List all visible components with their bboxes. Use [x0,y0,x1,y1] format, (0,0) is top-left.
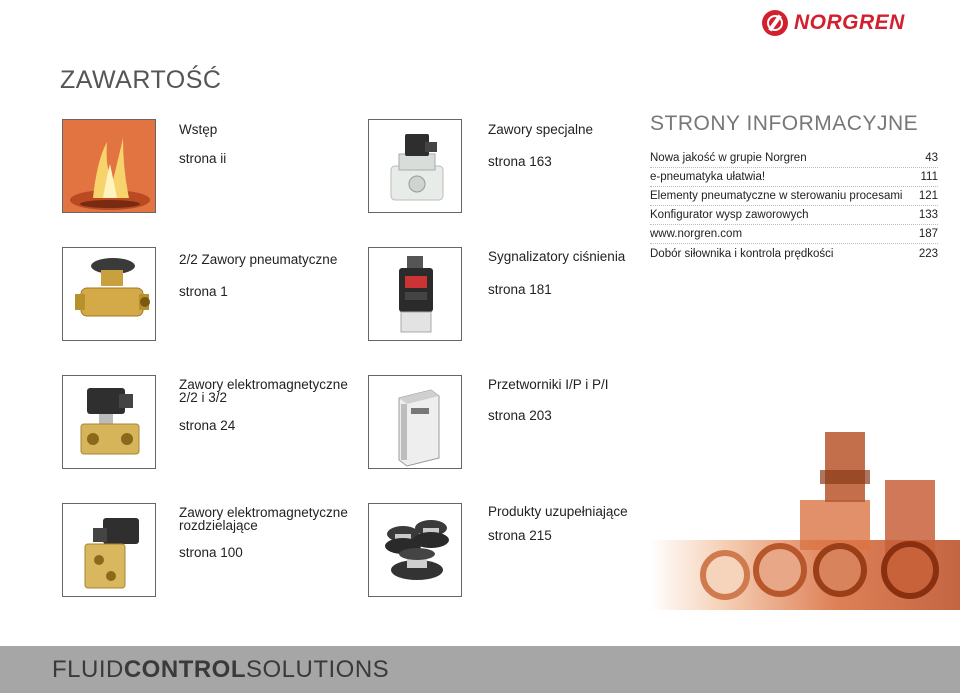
item-page[interactable]: strona 203 [488,408,552,423]
intro-image [62,119,156,213]
transducer-image [368,375,462,469]
info-row[interactable] [650,148,938,168]
info-row-label: Elementy pneumatyczne w sterowaniu procesami [650,189,903,202]
brand-name: NORGREN [794,11,905,34]
info-row[interactable] [650,205,938,225]
footer-slogan-part2: CONTROL [123,656,246,683]
item-page[interactable]: strona ii [179,151,227,166]
item-page[interactable]: strona 181 [488,282,552,297]
item-title: Zawory elektromagnetyczne [179,377,348,392]
special-valves-image [368,119,462,213]
footer-bar [0,646,960,693]
solenoid-directional-valves-image [62,503,156,597]
item-subtitle: 2/2 i 3/2 [179,390,228,405]
footer-slogan-part1: FLUID [52,656,124,683]
info-row[interactable] [650,186,938,206]
item-title: Produkty uzupełniające [488,504,628,519]
info-row-page: 187 [918,227,938,240]
item-title: Wstęp [179,122,218,137]
info-title: STRONY INFORMACYJNE [650,112,919,135]
item-page[interactable]: strona 100 [179,545,243,560]
info-row-label: www.norgren.com [650,227,743,240]
item-title: Sygnalizatory ciśnienia [488,249,626,264]
info-row[interactable] [650,224,938,244]
info-row-page: 133 [918,208,938,221]
item-page[interactable]: strona 1 [179,284,228,299]
info-row-page: 111 [920,170,938,183]
solenoid-valves-image [62,375,156,469]
pneumatic-valves-image [62,247,156,341]
info-row[interactable] [650,244,938,263]
item-subtitle: rozdzielające [179,518,258,533]
xray-manifold-image [650,420,960,630]
info-row[interactable] [650,167,938,187]
info-row-label: Dobór siłownika i kontrola prędkości [650,247,834,260]
info-row-label: Konfigurator wysp zaworowych [650,208,809,221]
norgren-logo [762,8,905,38]
accessories-image [368,503,462,597]
page-title: ZAWARTOŚĆ [60,66,222,94]
item-title: Zawory specjalne [488,122,594,137]
item-title: Przetworniki I/P i P/I [488,377,609,392]
info-row-page: 121 [918,189,938,202]
norgren-logo-icon [762,10,788,36]
footer-slogan [52,656,389,684]
item-title: 2/2 Zawory pneumatyczne [179,252,338,267]
item-page[interactable]: strona 163 [488,154,552,169]
pressure-switch-image [368,247,462,341]
item-page[interactable]: strona 24 [179,418,236,433]
item-title: Zawory elektromagnetyczne [179,505,348,520]
info-row-page: 43 [925,151,938,164]
info-row-label: e-pneumatyka ułatwia! [650,170,766,183]
footer-slogan-part3: SOLUTIONS [246,656,390,683]
info-row-label: Nowa jakość w grupie Norgren [650,151,807,164]
info-row-page: 223 [918,247,938,260]
item-page[interactable]: strona 215 [488,528,552,543]
